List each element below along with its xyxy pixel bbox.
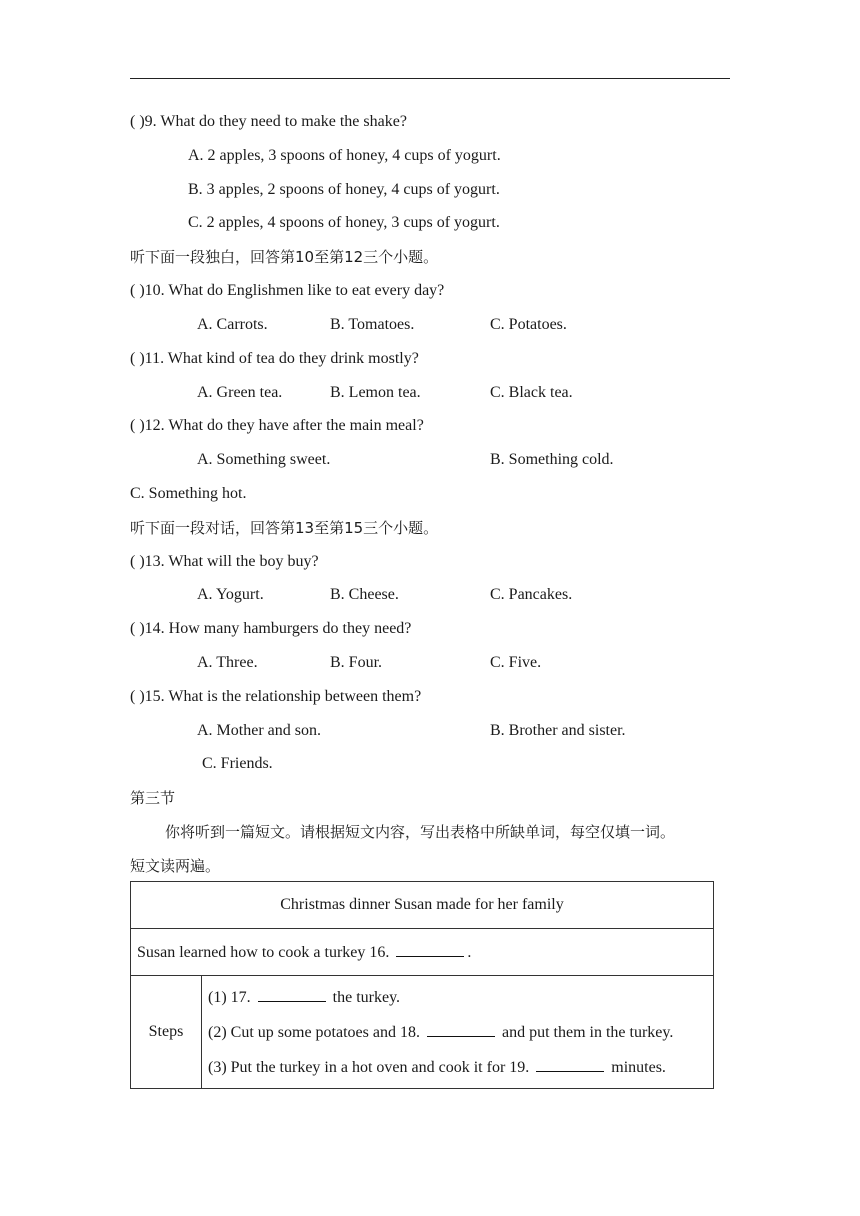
question-12-stem: ( )12. What do they have after the main meal?	[130, 417, 424, 434]
question-14-option-a: A. Three.	[197, 654, 258, 671]
question-12-option-c: C. Something hot.	[130, 485, 247, 502]
step-2-suffix: and put them in the turkey.	[501, 1023, 674, 1041]
question-13-option-b: B. Cheese.	[330, 586, 399, 603]
step-2-prefix: (2) Cut up some potatoes and 18.	[208, 1023, 420, 1041]
question-13-option-a: A. Yogurt.	[197, 586, 264, 603]
section-heading: 第三节	[130, 789, 176, 807]
section-instruction-line2: 短文读两遍。	[130, 857, 221, 875]
step-3-suffix: minutes.	[611, 1058, 666, 1076]
row-16-period: .	[467, 944, 472, 961]
question-11-stem: ( )11. What kind of tea do they drink mostly?	[130, 350, 419, 367]
question-13-option-c: C. Pancakes.	[490, 586, 573, 603]
answer-blank-18[interactable]	[427, 1022, 495, 1037]
question-13-stem: ( )13. What will the boy buy?	[130, 553, 319, 570]
question-12-option-b: B. Something cold.	[490, 451, 614, 468]
table-row-16	[131, 929, 714, 976]
question-9-option-a: A. 2 apples, 3 spoons of honey, 4 cups of yogurt.	[188, 147, 501, 164]
step-3-prefix: (3) Put the turkey in a hot oven and cook it for 19.	[208, 1058, 530, 1076]
answer-blank-16[interactable]	[396, 942, 464, 957]
question-10-stem: ( )10. What do Englishmen like to eat every day?	[130, 282, 445, 299]
question-9-stem: ( )9. What do they need to make the shake?	[130, 113, 407, 130]
question-15-stem: ( )15. What is the relationship between them?	[130, 688, 422, 705]
steps-list	[202, 976, 714, 1089]
steps-label: Steps	[131, 976, 202, 1089]
question-12-option-a: A. Something sweet.	[197, 451, 331, 468]
step-3	[208, 1057, 713, 1078]
question-11-option-b: B. Lemon tea.	[330, 384, 421, 401]
question-10-option-c: C. Potatoes.	[490, 316, 567, 333]
question-14-option-c: C. Five.	[490, 654, 542, 671]
question-10-option-b: B. Tomatoes.	[330, 316, 415, 333]
question-14-option-b: B. Four.	[330, 654, 383, 671]
section-instruction-line1: 你将听到一篇短文。请根据短文内容，写出表格中所缺单词，每空仅填一词。	[165, 823, 676, 841]
step-1-prefix: (1) 17.	[208, 988, 251, 1006]
question-11-option-a: A. Green tea.	[197, 384, 283, 401]
step-2	[208, 1022, 713, 1043]
answer-blank-19[interactable]	[536, 1057, 604, 1072]
question-10-option-a: A. Carrots.	[197, 316, 268, 333]
question-11-option-c: C. Black tea.	[490, 384, 573, 401]
header-rule	[130, 78, 730, 79]
answer-blank-17[interactable]	[258, 987, 326, 1002]
instruction-13-15: 听下面一段对话，回答第13至第15三个小题。	[130, 519, 439, 537]
step-1	[208, 987, 713, 1008]
question-9-option-c: C. 2 apples, 4 spoons of honey, 3 cups of yogurt.	[188, 214, 500, 231]
question-15-option-b: B. Brother and sister.	[490, 722, 626, 739]
question-15-option-a: A. Mother and son.	[197, 722, 321, 739]
step-1-suffix: the turkey.	[332, 988, 401, 1006]
instruction-10-12: 听下面一段独白，回答第10至第12三个小题。	[130, 248, 439, 266]
question-9-option-b: B. 3 apples, 2 spoons of honey, 4 cups of yogurt.	[188, 181, 500, 198]
table-title: Christmas dinner Susan made for her family	[131, 882, 714, 929]
answer-table	[130, 881, 714, 1089]
question-15-option-c: C. Friends.	[202, 755, 273, 772]
question-14-stem: ( )14. How many hamburgers do they need?	[130, 620, 412, 637]
row-16-text: Susan learned how to cook a turkey 16.	[137, 944, 390, 961]
